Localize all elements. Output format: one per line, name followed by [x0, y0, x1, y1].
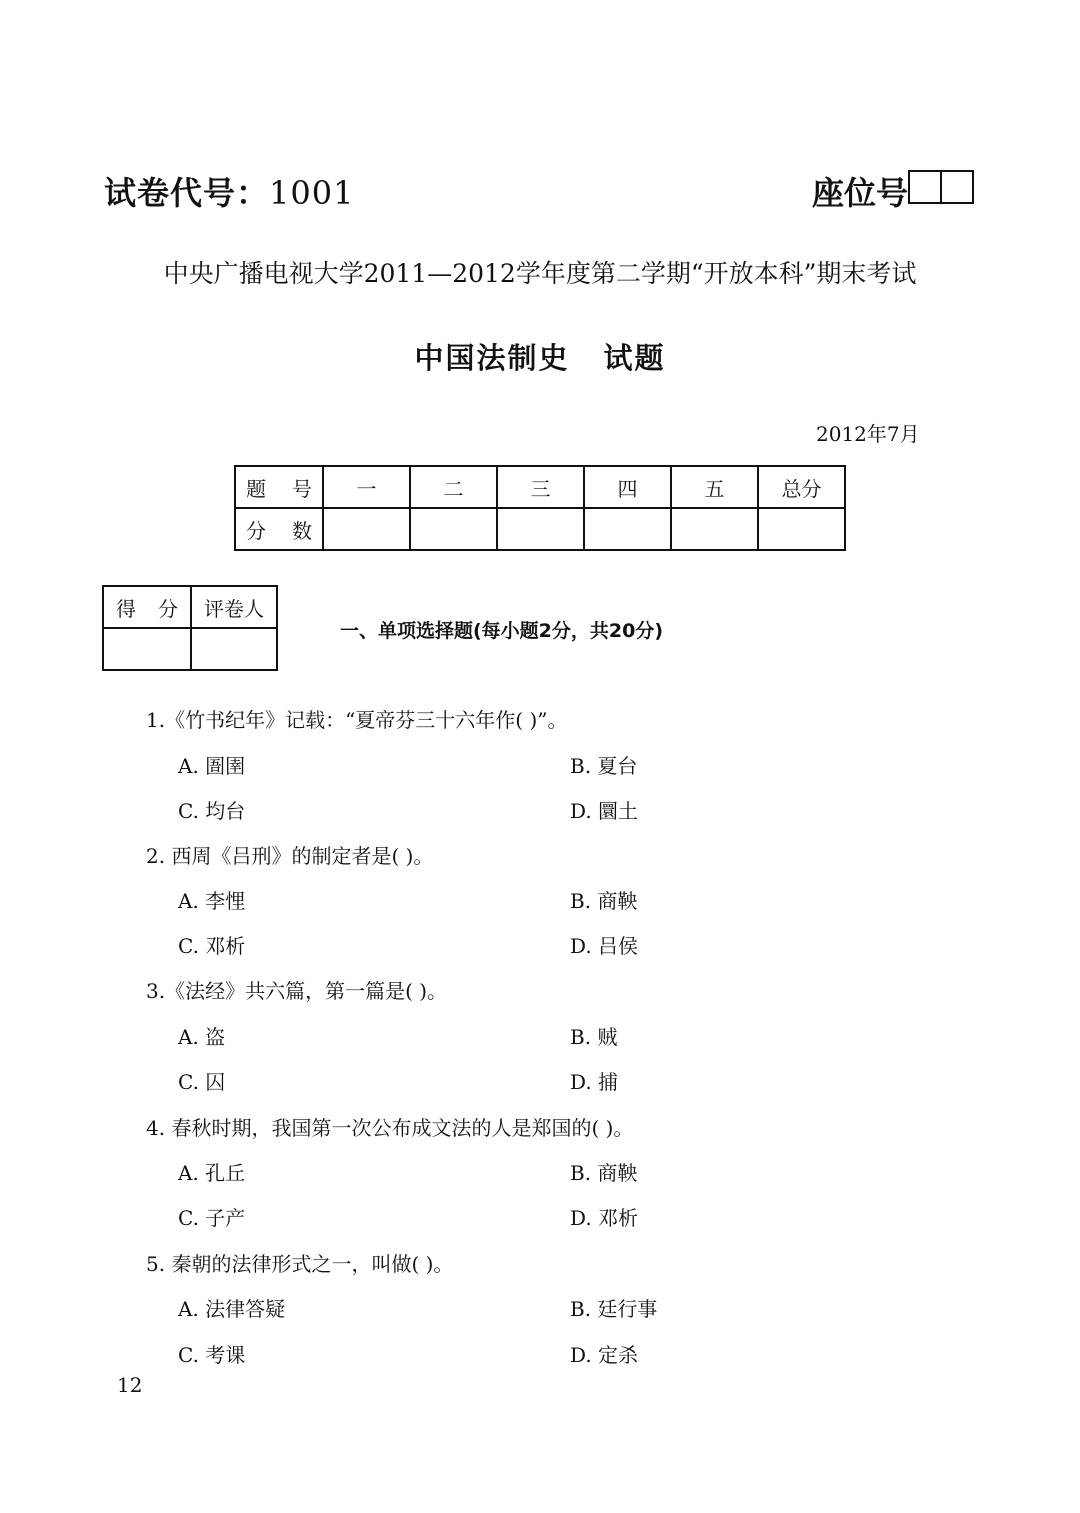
seat-cell-2[interactable]	[940, 172, 972, 202]
option-d: D. 定杀	[570, 1343, 639, 1367]
column-header: 三	[497, 466, 584, 508]
grader-name-label: 评卷人	[191, 586, 277, 628]
option-d: D. 吕侯	[570, 934, 639, 958]
question-stem: 3.《法经》共六篇，第一篇是( )。	[146, 979, 448, 1003]
seat-number-box[interactable]	[908, 170, 974, 204]
option-c: C. 邓析	[178, 934, 246, 958]
question-stem: 1.《竹书纪年》记载：“夏帝芬三十六年作( )”。	[146, 708, 568, 732]
score-cell[interactable]	[497, 508, 584, 550]
score-cell[interactable]	[410, 508, 497, 550]
option-b: B. 夏台	[570, 754, 638, 778]
score-table-score-row	[235, 508, 845, 550]
score-label: 分数	[235, 508, 323, 550]
page-number: 12	[117, 1373, 143, 1397]
column-header-total: 总分	[758, 466, 845, 508]
section-title: 一、单项选择题(每小题2分，共20分)	[340, 620, 664, 642]
exam-code-label: 试卷代号：	[104, 174, 270, 212]
grader-score-cell[interactable]	[103, 628, 191, 670]
question-stem: 4. 春秋时期，我国第一次公布成文法的人是郑国的( )。	[146, 1116, 634, 1140]
option-b: B. 商鞅	[570, 1161, 638, 1185]
score-cell-total[interactable]	[758, 508, 845, 550]
option-b: B. 商鞅	[570, 889, 638, 913]
score-cell[interactable]	[323, 508, 410, 550]
option-d: D. 邓析	[570, 1206, 639, 1230]
exam-code-number: 1001	[269, 174, 355, 212]
option-a: A. 圄圉	[178, 754, 246, 778]
option-c: C. 考课	[178, 1343, 246, 1367]
question-stem: 2. 西周《吕刑》的制定者是( )。	[146, 844, 434, 868]
score-cell[interactable]	[584, 508, 671, 550]
score-table	[234, 465, 846, 551]
option-c: C. 均台	[178, 799, 246, 823]
grader-score-label: 得分	[103, 586, 191, 628]
option-a: A. 孔丘	[178, 1161, 246, 1185]
score-table-header-row	[235, 466, 845, 508]
score-cell[interactable]	[671, 508, 758, 550]
grader-name-cell[interactable]	[191, 628, 277, 670]
exam-code	[104, 168, 354, 214]
seat-cell-1[interactable]	[910, 172, 940, 202]
column-header: 四	[584, 466, 671, 508]
option-c: C. 囚	[178, 1070, 226, 1094]
option-a: A. 盗	[178, 1025, 226, 1049]
column-header: 一	[323, 466, 410, 508]
option-d: D. 圜土	[570, 799, 639, 823]
question-stem: 5. 秦朝的法律形式之一，叫做( )。	[146, 1252, 454, 1276]
option-a: A. 法律答疑	[178, 1297, 286, 1321]
question-number-label: 题号	[235, 466, 323, 508]
grader-box	[102, 585, 278, 671]
exam-header: 中央广播电视大学2011—2012学年度第二学期“开放本科”期末考试	[163, 259, 917, 288]
option-c: C. 子产	[178, 1206, 246, 1230]
option-b: B. 贼	[570, 1025, 618, 1049]
column-header: 二	[410, 466, 497, 508]
option-b: B. 廷行事	[570, 1297, 658, 1321]
option-d: D. 捕	[570, 1070, 619, 1094]
column-header: 五	[671, 466, 758, 508]
exam-title: 中国法制史 试题	[414, 341, 666, 375]
seat-number-label: 座位号	[812, 174, 909, 212]
option-a: A. 李悝	[178, 889, 246, 913]
exam-date: 2012年7月	[816, 422, 920, 446]
